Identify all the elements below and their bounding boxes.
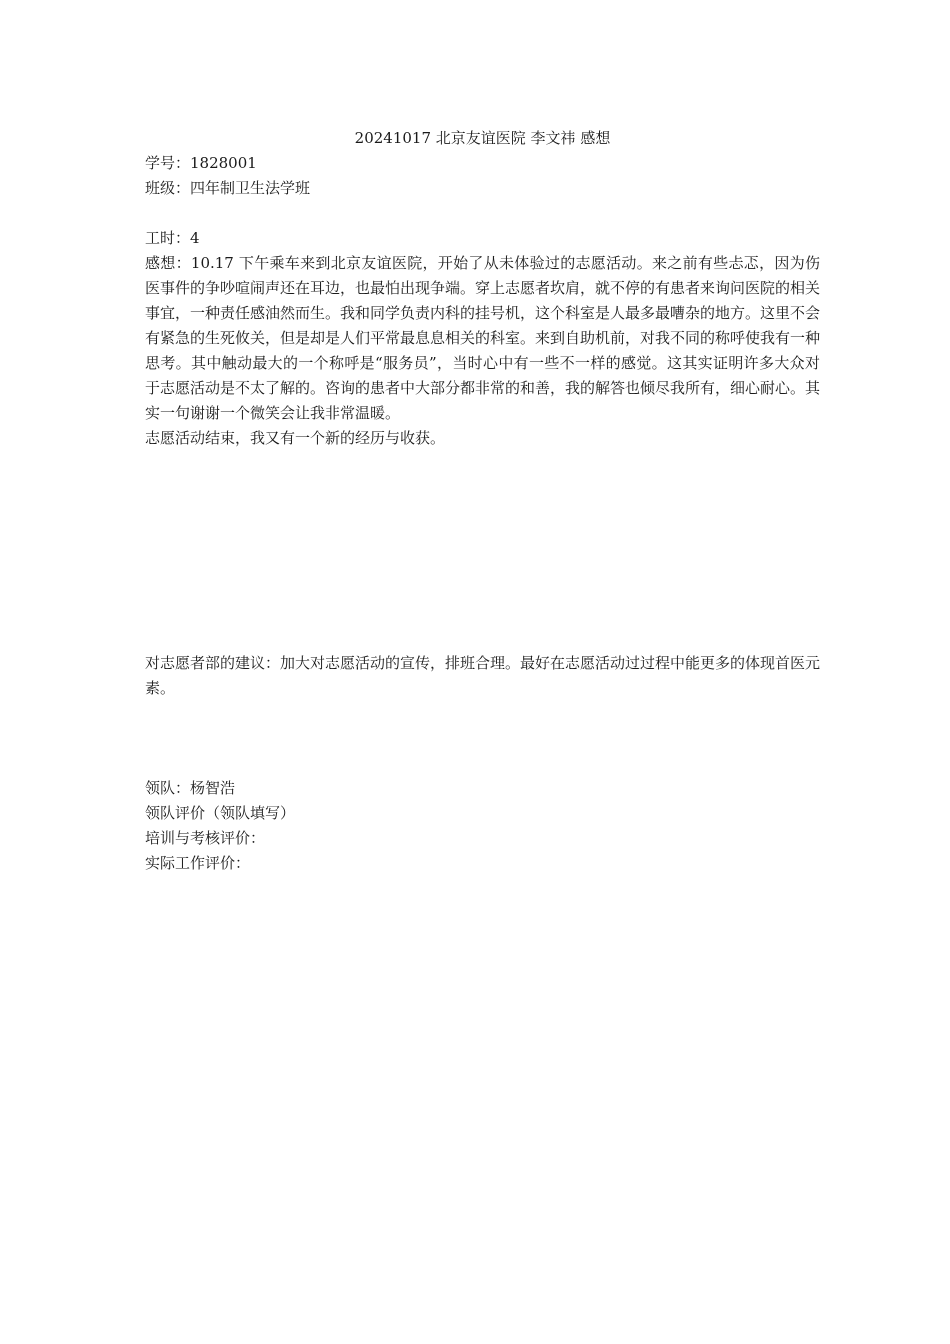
team-leader: 领队：杨智浩 [145, 779, 236, 797]
reflection-paragraph: 感想：10.17 下午乘车来到北京友谊医院，开始了从未体验过的志愿活动。来之前有些忐忑，因为伤医事件的争吵喧闹声还在耳边，也最怕出现争端。穿上志愿者坎肩，就不停的有患者来询问医院的相关事宜，一种责任感油然而生。我和同学负责内科的挂号机，这个科室是人最多最嘈杂的地方。这里不会有紧急的生死攸关，但是却是人们平常最息息相关的科室。来到自助机前，对我不同的称呼使我有一种思考。其中触动最大的一个称呼是“服务员”，当时心中有一些不一样的感觉。这其实证明许多大众对于志愿活动是不太了解的。咨询的患者中大部分都非常的和善，我的解答也倾尽我所有，细心耐心。其实一句谢谢一个微笑会让我非常温暖。 [145, 254, 821, 422]
document-title: 20241017 北京友谊医院 李文祎 感想 [354, 129, 611, 147]
work-evaluation: 实际工作评价： [145, 854, 251, 872]
training-evaluation: 培训与考核评价： [145, 829, 266, 847]
suggestion-paragraph: 对志愿者部的建议：加大对志愿活动的宣传，排班合理。最好在志愿活动过过程中能更多的体现首医元素。 [145, 654, 821, 697]
document-page [145, 126, 820, 876]
work-hours: 工时：4 [145, 229, 200, 247]
leader-evaluation: 领队评价（领队填写） [145, 804, 296, 822]
conclusion-paragraph: 志愿活动结束，我又有一个新的经历与收获。 [145, 429, 446, 447]
student-id: 学号：1828001 [145, 154, 257, 172]
class-name: 班级：四年制卫生法学班 [145, 179, 311, 197]
blank-space [145, 451, 820, 651]
blank-line [145, 201, 820, 226]
blank-space [145, 701, 820, 776]
